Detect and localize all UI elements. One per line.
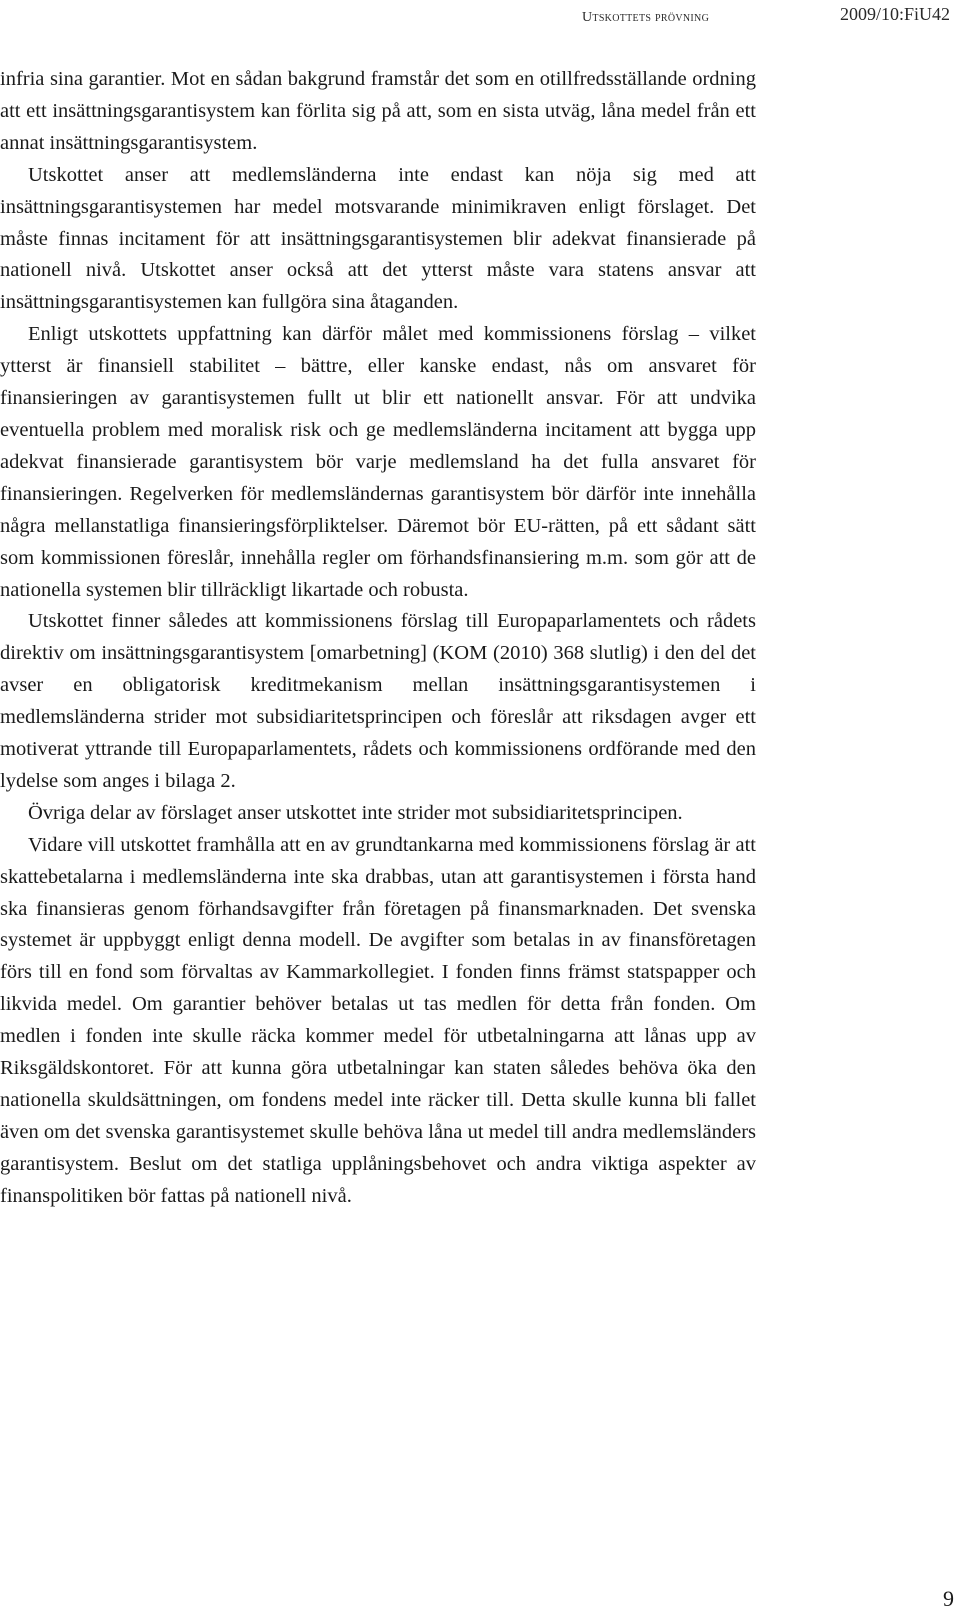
document-id: 2009/10:FiU42 [839,4,950,24]
page-number: 9 [943,1586,954,1611]
paragraph-2: Utskottet anser att medlemsländerna inte endast kan nöja sig med att insättningsgarantisystemen har medel motsvarande minimikraven enligt förslaget. Det måste finnas incitament för att insättningsgarantisystemen blir adekvat finansierade på nationell nivå. Utskottet anser också att det ytterst måste vara statens ansvar att insättningsgarantisystemen kan fullgöra sina åtaganden. [0,163,756,314]
paragraph-4: Utskottet finner således att kommissionens förslag till Europaparlamentets och rådets direktiv om insättningsgarantisystem [omarbetning] (KOM (2010) 368 slutlig) i den del det avser en obligatorisk kreditmekanism mellan insättningsgarantisystemen i medlemsländerna strider mot subsidiaritetsprincipen och föreslår att riksdagen avger ett motiverat yttrande till Europaparlamentets, rådets och kommissionens ordförande med den lydelse som anges i bilaga 2. [0,610,756,792]
paragraph-1: infria sina garantier. Mot en sådan bakgrund framstår det som en otillfredsställande ordning att ett insättningsgarantisystem kan förlita sig på att, som en sista utväg, låna medel från ett annat insättningsgarantisystem. [0,68,756,154]
paragraph-5: Övriga delar av förslaget anser utskottet inte strider mot subsidiaritetsprincipen. [28,801,683,824]
paragraph-6: Vidare vill utskottet framhålla att en av grundtankarna med kommissionens förslag är att skattebetalarna i medlemsländerna inte ska drabbas, utan att garantisystemen i första hand ska finansieras genom förhandsavgifter från företagen på finansmarknaden. Det svenska systemet är uppbyggt enligt denna modell. De avgifter som betalas in av finansföretagen förs till en fond som förvaltas av Kammarkollegiet. I fonden finns främst statspapper och likvida medel. Om garantier behöver betalas ut tas medlen för detta från fonden. Om medlen i fonden inte skulle räcka kommer medel för utbetalningarna att lånas upp av Riksgäldskontoret. För att kunna göra utbetalningar kan staten således behöva öka den nationella skuldsättningen, om fondens medel inte räcker till. Detta skulle kunna bli fallet även om det svenska garantisystemet skulle behöva låna ut medel till andra medlemsländers garantisystem. Beslut om det statliga upplåningsbehovet och andra viktiga aspekter av finanspolitiken bör fattas på nationell nivå. [0,833,756,1207]
running-section-title: Utskottets prövning [582,10,710,25]
main-text [0,64,756,1213]
page-header [0,0,960,40]
paragraph-3: Enligt utskottets uppfattning kan därför målet med kommissionens förslag – vilket ytterst är finansiell stabilitet – bättre, eller kanske endast, nås om ansvaret för finansieringen av garantisystemen fullt ut blir ett nationellt ansvar. För att undvika eventuella problem med moralisk risk och ge medlemsländerna incitament att bygga upp adekvat finansierade garantisystem bör varje medlemsland ha det fulla ansvaret för finansieringen. Regelverken för medlemsländernas garantisystem bör därför inte innehålla några mellanstatliga finansieringsförpliktelser. Däremot bör EU-rätten, på ett sådant sätt som kommissionen föreslår, innehålla regler om förhandsfinansiering m.m. som gör att de nationella systemen blir tillräckligt likartade och robusta. [0,323,756,601]
